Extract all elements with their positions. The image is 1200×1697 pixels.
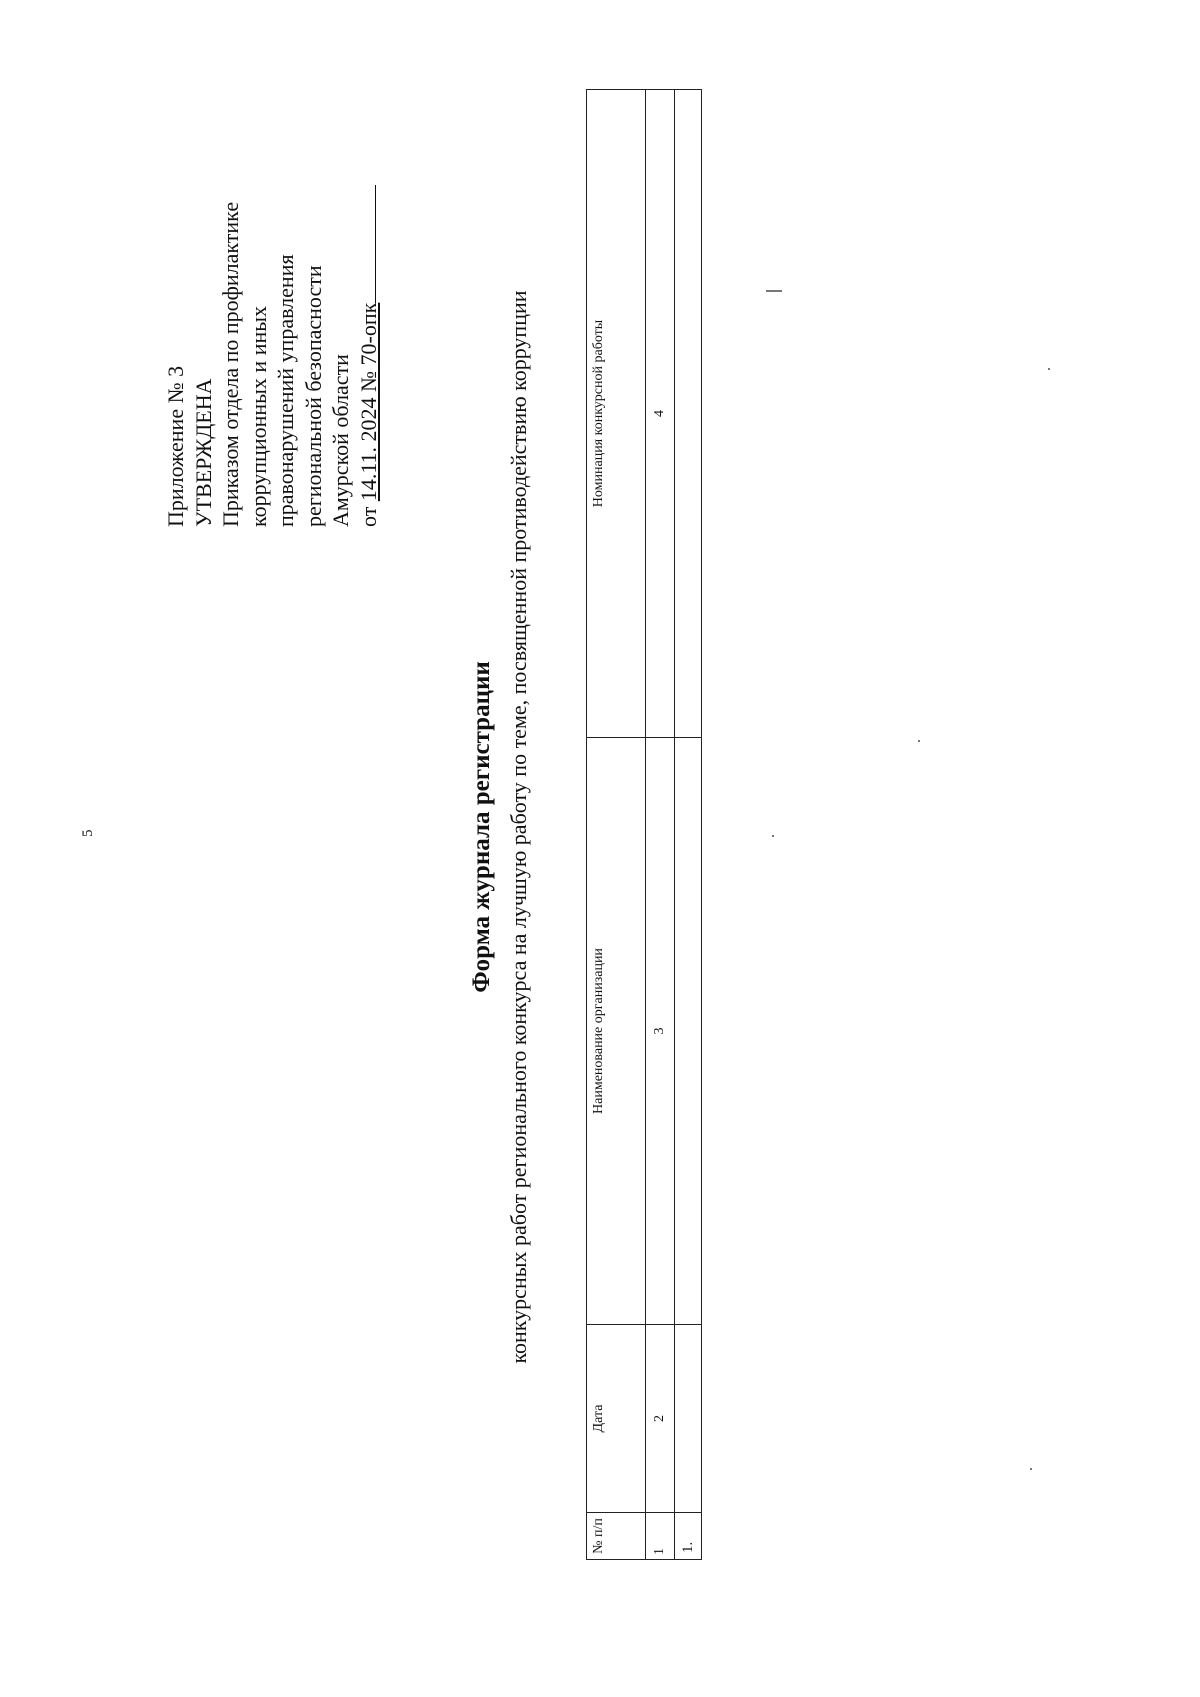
approval-line: региональной безопасности [300, 265, 326, 527]
table-cell [675, 90, 702, 738]
approval-line: Амурской области [328, 354, 353, 527]
scan-mark [772, 835, 774, 837]
scan-mark [1030, 1468, 1032, 1470]
form-title: Форма журнала регистрации [468, 661, 495, 993]
column-number: 2 [646, 1325, 675, 1513]
signature-underline [374, 185, 376, 303]
approval-block [162, 185, 382, 527]
scan-mark [766, 290, 782, 292]
header-date: Дата [587, 1325, 646, 1513]
table-cell [675, 738, 702, 1325]
table-header-row [587, 90, 646, 1560]
order-number: 70-опк [355, 302, 381, 366]
table-cell [675, 1325, 702, 1513]
header-organization: Наименование организации [587, 738, 646, 1325]
order-date: 14.11. 2024 [355, 397, 381, 502]
column-number: 1 [646, 1513, 675, 1560]
table-row [675, 90, 702, 1560]
number-prefix: № [355, 365, 381, 398]
approval-line: коррупционных и иных [245, 305, 271, 527]
page-number: 5 [80, 829, 96, 837]
approval-date-line [355, 185, 383, 527]
header-nomination: Номинация конкурсной работы [587, 90, 646, 738]
approval-line: правонарушений управления [273, 254, 298, 527]
form-subtitle: конкурсных работ регионального конкурса на лучшую работу по теме, посвященной противодействию коррупции [506, 290, 531, 1364]
scan-mark [918, 740, 920, 742]
column-number: 4 [646, 90, 675, 738]
approval-line: УТВЕРЖДЕНА [190, 378, 216, 527]
table-cell: 1. [675, 1513, 702, 1560]
column-number: 3 [646, 738, 675, 1325]
header-number: № п/п [587, 1513, 646, 1560]
scan-mark [1048, 368, 1050, 370]
date-prefix: от [355, 501, 381, 527]
approval-line: Приказом отдела по профилактике [218, 201, 243, 527]
registration-journal-table [586, 89, 702, 1560]
approval-line: Приложение № 3 [163, 365, 188, 527]
column-number-row [646, 90, 675, 1560]
